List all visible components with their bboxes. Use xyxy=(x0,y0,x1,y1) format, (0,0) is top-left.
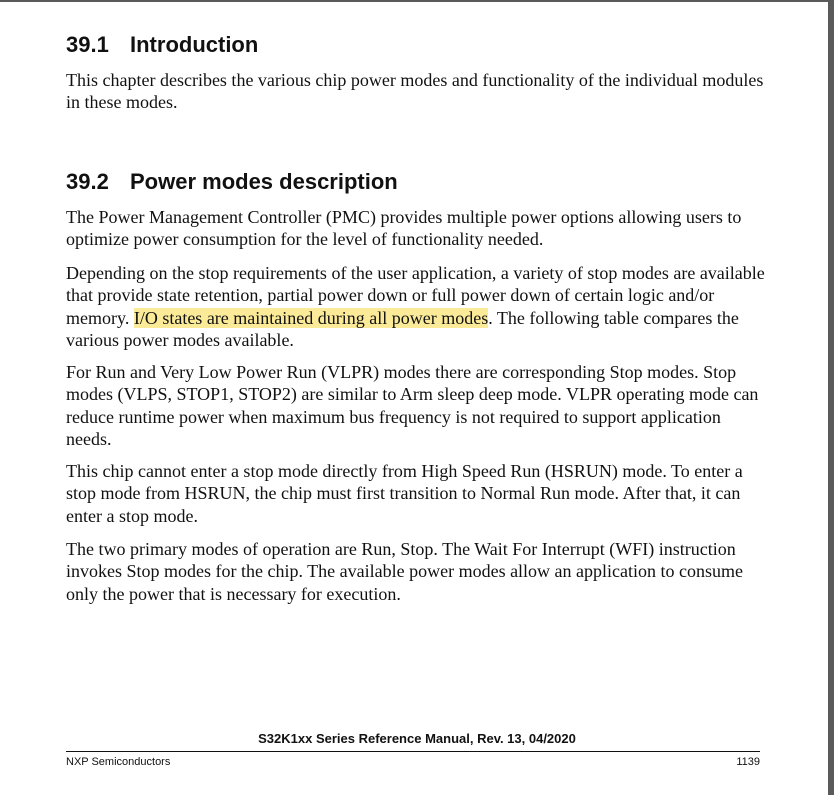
hsrun-paragraph: This chip cannot enter a stop mode directly from High Speed Run (HSRUN) mode. To enter a stop mode from HSRUN, the chip must first transition to Normal Run mode. After that, it can enter a stop mode. xyxy=(66,461,743,526)
primary-modes-paragraph: The two primary modes of operation are Run, Stop. The Wait For Interrupt (WFI) instruction invokes Stop modes for the chip. The available power modes allow an application to consume only the power that is necessary for execution. xyxy=(66,539,744,604)
section-heading-introduction xyxy=(66,32,258,58)
footer-company: NXP Semiconductors xyxy=(66,756,171,768)
section-heading-power-modes xyxy=(66,169,398,195)
paragraph-text-before: Depending on the stop requirements of the user application, a variety of stop modes are available that provide state retention, partial power down or full power down of certain logic and/or memory. xyxy=(66,263,765,328)
section-number: 39.1 xyxy=(66,32,109,57)
stop-modes-paragraph xyxy=(66,262,766,351)
pmc-paragraph: The Power Management Controller (PMC) provides multiple power options allowing users to optimize power consumption for the level of functionality needed. xyxy=(66,207,742,250)
section-number: 39.2 xyxy=(66,169,109,194)
vlpr-paragraph: For Run and Very Low Power Run (VLPR) modes there are corresponding Stop modes. Stop modes (VLPS, STOP1, STOP2) are similar to Arm sleep deep mode. VLPR operating mode can reduce runtime power when maximum bus frequency is not required to support application needs. xyxy=(66,362,759,449)
highlighted-text[interactable]: I/O states are maintained during all power modes xyxy=(133,307,489,328)
section-title: Power modes description xyxy=(130,169,398,194)
paragraph-text-after: . The following table compares the various power modes available. xyxy=(66,307,739,350)
footer-divider xyxy=(66,751,760,752)
viewer-frame-right xyxy=(828,0,834,795)
footer-page-number: 1139 xyxy=(736,756,760,768)
footer-manual-title: S32K1xx Series Reference Manual, Rev. 13, 04/2020 xyxy=(258,731,576,746)
intro-paragraph: This chapter describes the various chip power modes and functionality of the individual modules in these modes. xyxy=(66,70,764,113)
viewer-frame-top xyxy=(0,0,834,2)
section-title: Introduction xyxy=(130,32,259,57)
